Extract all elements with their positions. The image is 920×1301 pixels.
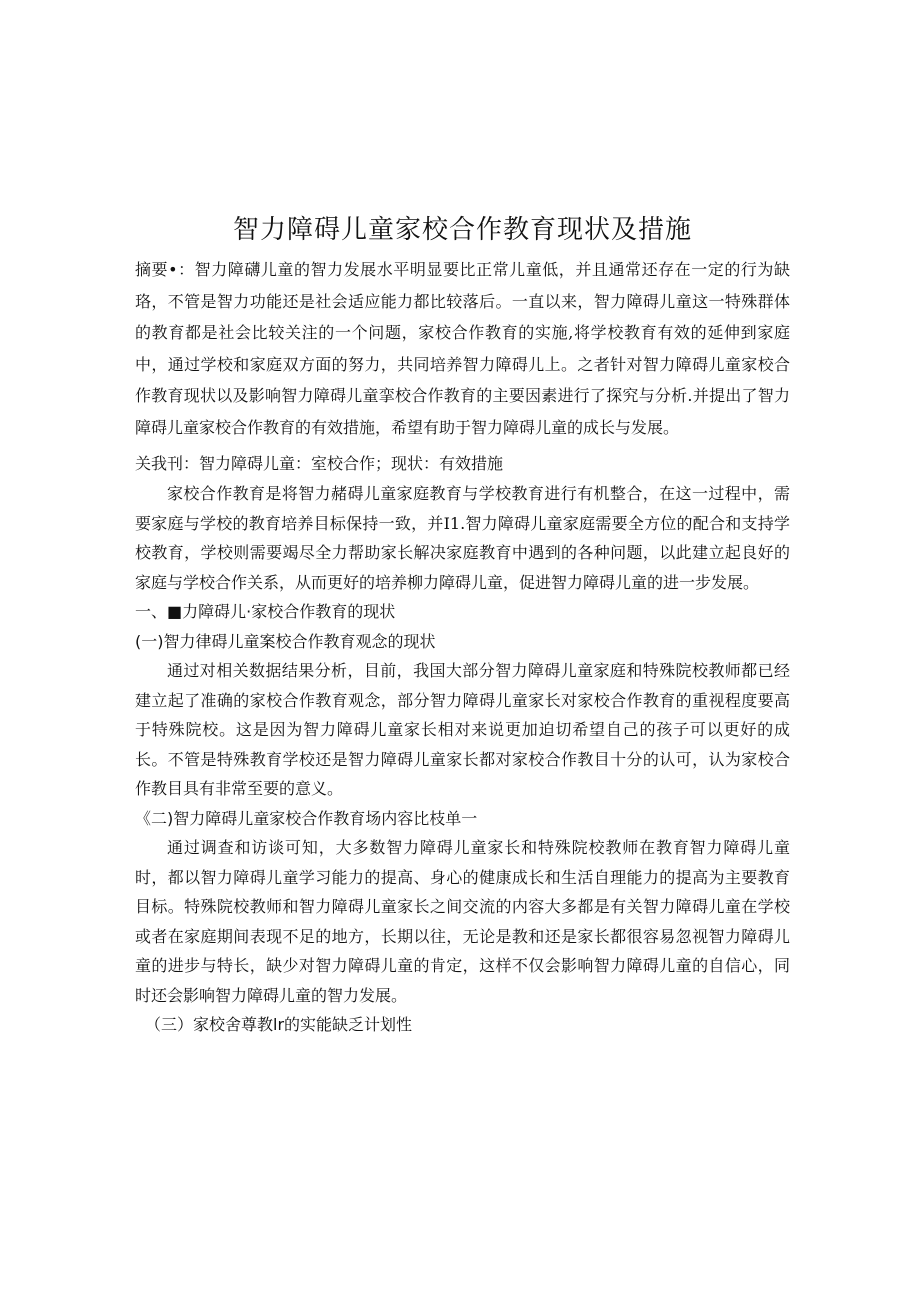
subsection-2-paragraph: 通过调查和访谈可知，大多数智力障碍儿童家长和特殊院校教师在教育智力障碍儿童时，都以智力障碍儿童学习能力的提高、身心的健康成长和生活自理能力的提高为主要教育目标。特殊院校教师和智力障碍儿童家长之间交流的内容大多都是有关智力障碍儿童在学校或者在家庭期间表现不足的地方，长期以往，无论是教和还是家长都很容易忽视智力障碍儿童的进步与特长，缺少对智力障碍儿童的肯定，这样不仅会影响智力障碍儿童的自信心，同时还会影响智力障碍儿童的智力发展。 [135,838,790,1005]
subsection-3-heading: （三）家校舍尊教lr的实能缺乏计划性 [145,1015,413,1034]
keywords-text: 刊：智力障碍儿童：室校合作；现状：有效措施 [167,454,504,473]
abstract-text: 智力障礴儿童的智力发展水平明显要比正常儿童低，并且通常还存在一定的行为缺珞，不管是智力功能还是社会适应能力都比较落后。一直以来，智力障碍儿童这一特殊群体的教育都是社会比较关注的一个问题，家校合作教育的实施,将学校教育有效的延伸到家庭中，通过学校和家庭双方面的努力，共同培养智力障碍儿上。之者针对智力障碍儿童家校合作教育现状以及影响智力障碍儿童挛校合作教育的主要因素进行了探究与分析.并提出了智力障碍儿童家校合作教育的有效措施，希望有助于智力障碍儿童的成长与发展。 [135,260,790,437]
section-1-heading: 一、■力障碍儿·家校合作教育的现状 [135,602,396,621]
keywords-label: 关我 [135,454,168,473]
abstract [135,254,790,443]
subsection-1-paragraph: 通过对相关数据结果分析，目前，我国大部分智力障碍儿童家庭和特殊院校教师都已经建立起了准确的家校合作教育观念，部分智力障碍儿童家长对家校合作教育的重视程度要高于特殊院校。这是因为智力障碍儿童家长相对来说更加迫切希望自己的孩子可以更好的成长。不管是特殊教育学校还是智力障碍儿童家长都对家校合作教目十分的认可，认为家校合作教目具有非常至要的意义。 [135,661,790,798]
subsection-2-heading: 《二)智力障碍儿童家校合作教育场内容比枝单一 [135,808,478,828]
abstract-label: 摘要•： [135,260,195,279]
document-title: 智力障碍儿童家校合作教育现状及措施 [232,215,692,245]
subsection-1-heading: (一)智力律碍儿童案校合作教育观念的现状 [135,631,436,651]
document-page [135,210,790,1040]
intro-paragraph: 家校合作教育是将智力赭碍儿童家庭教育与学校教育进行有机整合，在这一过程中，需要家庭与学校的教育培养目标保持一致，并I1.智力障碍儿童家庭需要全方位的配合和支持学校教育，学校则需要竭尽全力帮助家长解决家庭教育中遇到的各种问题，以此建立起良好的家庭与学校合作关系，从而更好的培养柳力障碍儿童，促进智力障碍儿童的进一步发展。 [135,484,790,592]
keywords [135,449,790,479]
